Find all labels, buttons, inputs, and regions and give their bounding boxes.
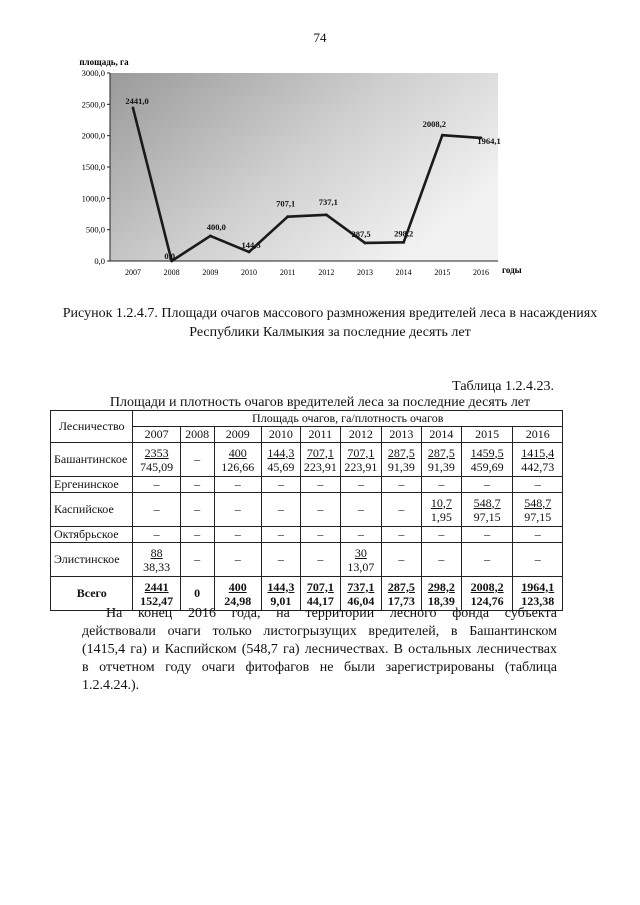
data-point: [364, 242, 367, 245]
data-point: [209, 235, 212, 238]
paragraph-line: 1.2.4.24.).: [82, 678, 140, 693]
cell-density: 46,04: [347, 593, 375, 608]
table-cell: –: [261, 477, 300, 493]
page-number: 74: [313, 30, 327, 45]
header-year: 2013: [381, 427, 421, 443]
cell-area: 298,2: [427, 579, 455, 594]
table-cell: –: [340, 527, 381, 543]
cell-density: 91,39: [387, 459, 415, 474]
table-cell: –: [381, 493, 421, 527]
table-cell: –: [180, 443, 214, 477]
table-cell: [133, 443, 180, 477]
body-paragraph: [82, 605, 557, 695]
cell-area: 88: [150, 545, 163, 560]
table-cell: [340, 543, 381, 577]
cell-density: 223,91: [344, 459, 378, 474]
y-tick-label: 0,0: [94, 256, 105, 266]
table-cell: –: [300, 527, 340, 543]
cell-area: 2441: [144, 579, 169, 594]
cell-density: 126,66: [221, 459, 255, 474]
table-cell: [513, 443, 563, 477]
y-tick-label: 2500,0: [81, 99, 105, 110]
table-cell: –: [133, 477, 180, 493]
cell-density: 91,39: [427, 459, 455, 474]
table-row: [51, 527, 563, 543]
cell-area: 707,1: [306, 579, 334, 594]
table-cell: –: [461, 477, 513, 493]
data-label: 2008,2: [422, 119, 447, 130]
table-cell: [261, 443, 300, 477]
data-label: 707,1: [276, 198, 296, 209]
cell-area: 400: [228, 579, 247, 594]
data-label: 737,1: [318, 196, 338, 207]
data-point: [286, 215, 289, 218]
table-cell: –: [133, 527, 180, 543]
cell-area: 737,1: [347, 579, 375, 594]
cell-area: 2353: [144, 445, 169, 460]
cell-density: 18,39: [427, 593, 455, 608]
cell-density: 97,15: [473, 509, 501, 524]
cell-area: 400: [228, 445, 247, 460]
paragraph-line: действовали очаги только листогрызущих вредителей, в Башантинском: [82, 624, 557, 639]
table-cell: –: [133, 493, 180, 527]
table-cell: –: [261, 493, 300, 527]
table-number: Таблица 1.2.4.23.: [452, 379, 554, 394]
table-cell: –: [180, 477, 214, 493]
table-cell: [381, 443, 421, 477]
x-axis-label: годы: [502, 265, 522, 275]
table-cell: –: [461, 543, 513, 577]
paragraph-line: в отчетном году очаги фитофагов не были зарегистрированы (таблица: [82, 660, 557, 675]
data-point: [441, 134, 444, 137]
table-cell: [421, 443, 461, 477]
table-cell: –: [180, 527, 214, 543]
cell-area: 144,3: [267, 445, 295, 460]
data-label: 298,2: [394, 228, 414, 239]
data-label: 400,0: [206, 221, 226, 232]
table-cell: –: [214, 493, 261, 527]
cell-density: 17,73: [387, 593, 415, 608]
cell-area: 1415,4: [521, 445, 555, 460]
table-cell: [513, 493, 563, 527]
cell-area: 548,7: [473, 495, 501, 510]
table-cell: [300, 443, 340, 477]
cell-density: 124,76: [470, 593, 504, 608]
table-cell: –: [214, 527, 261, 543]
cell-density: 459,69: [470, 459, 504, 474]
x-tick-label: 2014: [395, 268, 412, 277]
table-cell: –: [261, 543, 300, 577]
data-point: [325, 213, 328, 216]
table-cell: –: [340, 477, 381, 493]
cell-density: 442,73: [521, 459, 555, 474]
table-cell: –: [300, 493, 340, 527]
x-tick-label: 2008: [163, 268, 180, 277]
header-year: 2012: [340, 427, 381, 443]
cell-density: 38,33: [143, 559, 171, 574]
table-cell: [214, 443, 261, 477]
table-cell: –: [513, 543, 563, 577]
table-cell: –: [214, 543, 261, 577]
cell-area: 707,1: [306, 445, 334, 460]
forestry-name: Всего: [51, 577, 133, 611]
table-cell: –: [513, 477, 563, 493]
table-cell: –: [381, 527, 421, 543]
header-year: 2010: [261, 427, 300, 443]
data-table: [50, 410, 563, 611]
table-cell: –: [214, 477, 261, 493]
table-cell: –: [381, 477, 421, 493]
x-tick-label: 2010: [241, 268, 257, 277]
y-tick-label: 500,0: [85, 224, 105, 235]
paragraph-line: (1415,4 га) и Каспийском (548,7 га) лесничествах. В остальных лесничествах: [82, 642, 557, 657]
cell-density: 223,91: [303, 459, 337, 474]
y-tick-label: 2000,0: [81, 130, 105, 141]
table-cell: –: [180, 493, 214, 527]
header-year: 2009: [214, 427, 261, 443]
header-year: 2011: [300, 427, 340, 443]
line-chart: [60, 57, 522, 283]
table-cell: –: [421, 543, 461, 577]
y-tick-label: 1500,0: [81, 162, 105, 172]
table-row: [51, 543, 563, 577]
cell-area: 707,1: [347, 445, 375, 460]
table-cell: –: [421, 527, 461, 543]
header-year: 2014: [421, 427, 461, 443]
cell-density: 123,38: [521, 593, 555, 608]
x-tick-label: 2009: [202, 268, 219, 277]
table-cell: –: [461, 527, 513, 543]
cell-area: 548,7: [524, 495, 552, 510]
header-year: 2008: [180, 427, 214, 443]
y-tick-label: 1000,0: [81, 193, 105, 204]
cell-area: 2008,2: [470, 579, 504, 594]
x-tick-label: 2013: [357, 268, 373, 277]
data-label: 2441,0: [125, 96, 149, 107]
header-year: 2016: [513, 427, 563, 443]
cell-area: 287,5: [387, 445, 415, 460]
data-label: 144,3: [241, 239, 261, 250]
cell-area: 144,3: [267, 579, 295, 594]
cell-area: 287,5: [387, 579, 415, 594]
y-axis-label: площадь, га: [79, 57, 129, 67]
table-cell: –: [340, 493, 381, 527]
forestry-name: Элистинское: [51, 543, 133, 577]
table-row: [51, 443, 563, 477]
x-tick-label: 2007: [125, 268, 141, 277]
cell-density: 1,95: [430, 509, 452, 524]
x-tick-label: 2012: [318, 268, 335, 277]
figure-caption: Рисунок 1.2.4.7. Площади очагов массового размножения вредителей леса в насаждениях Республики Калмыкия за последние десять лет: [62, 306, 598, 340]
table-cell: –: [180, 543, 214, 577]
forestry-name: Каспийское: [51, 493, 133, 527]
table-cell: [461, 493, 513, 527]
x-tick-label: 2011: [279, 268, 296, 277]
cell-density: 24,98: [224, 593, 252, 608]
table-cell: –: [513, 527, 563, 543]
data-label: 1964,1: [477, 135, 501, 146]
forestry-name: Башантинское: [51, 443, 133, 477]
forestry-name: Ергенинское: [51, 477, 133, 493]
cell-area: 287,5: [427, 445, 455, 460]
table-cell: [461, 443, 513, 477]
cell-density: 13,07: [347, 559, 375, 574]
cell-area: 1459,5: [470, 445, 504, 460]
header-year: 2015: [461, 427, 513, 443]
y-tick-label: 3000,0: [81, 68, 105, 78]
table-row: [51, 477, 563, 493]
table-row: [51, 493, 563, 527]
table-cell: –: [261, 527, 300, 543]
cell-area: 30: [354, 545, 367, 560]
table-cell: 0: [180, 577, 214, 611]
table-header-row: [51, 411, 563, 427]
cell-area: 10,7: [430, 495, 452, 510]
table-title: Площади и плотность очагов вредителей леса за последние десять лет: [109, 395, 531, 410]
data-point: [402, 241, 405, 244]
header-group: Площадь очагов, га/плотность очагов: [133, 411, 563, 427]
table-cell: –: [421, 477, 461, 493]
data-label: 0,0: [164, 251, 175, 261]
cell-density: 97,15: [524, 509, 552, 524]
header-forestry: Лесничество: [51, 411, 133, 443]
x-tick-label: 2015: [434, 268, 451, 277]
cell-density: 152,47: [140, 593, 174, 608]
x-tick-label: 2016: [473, 268, 489, 277]
header-year: 2007: [133, 427, 180, 443]
table-cell: –: [300, 543, 340, 577]
table-cell: [340, 443, 381, 477]
cell-density: 9,01: [270, 593, 292, 608]
table-cell: –: [300, 477, 340, 493]
paragraph-line: На конец 2016 года, на территории лесного фонда субъекта: [106, 606, 557, 621]
data-point: [248, 251, 251, 254]
table-cell: [421, 493, 461, 527]
forestry-name: Октябрьское: [51, 527, 133, 543]
cell-density: 45,69: [267, 459, 295, 474]
cell-area: 1964,1: [521, 579, 555, 594]
cell-density: 745,09: [140, 459, 174, 474]
table-cell: [133, 543, 180, 577]
cell-density: 44,17: [306, 593, 334, 608]
plot-area: [110, 73, 501, 261]
data-point: [132, 107, 135, 110]
data-label: 287,5: [351, 228, 371, 239]
table-cell: –: [381, 543, 421, 577]
